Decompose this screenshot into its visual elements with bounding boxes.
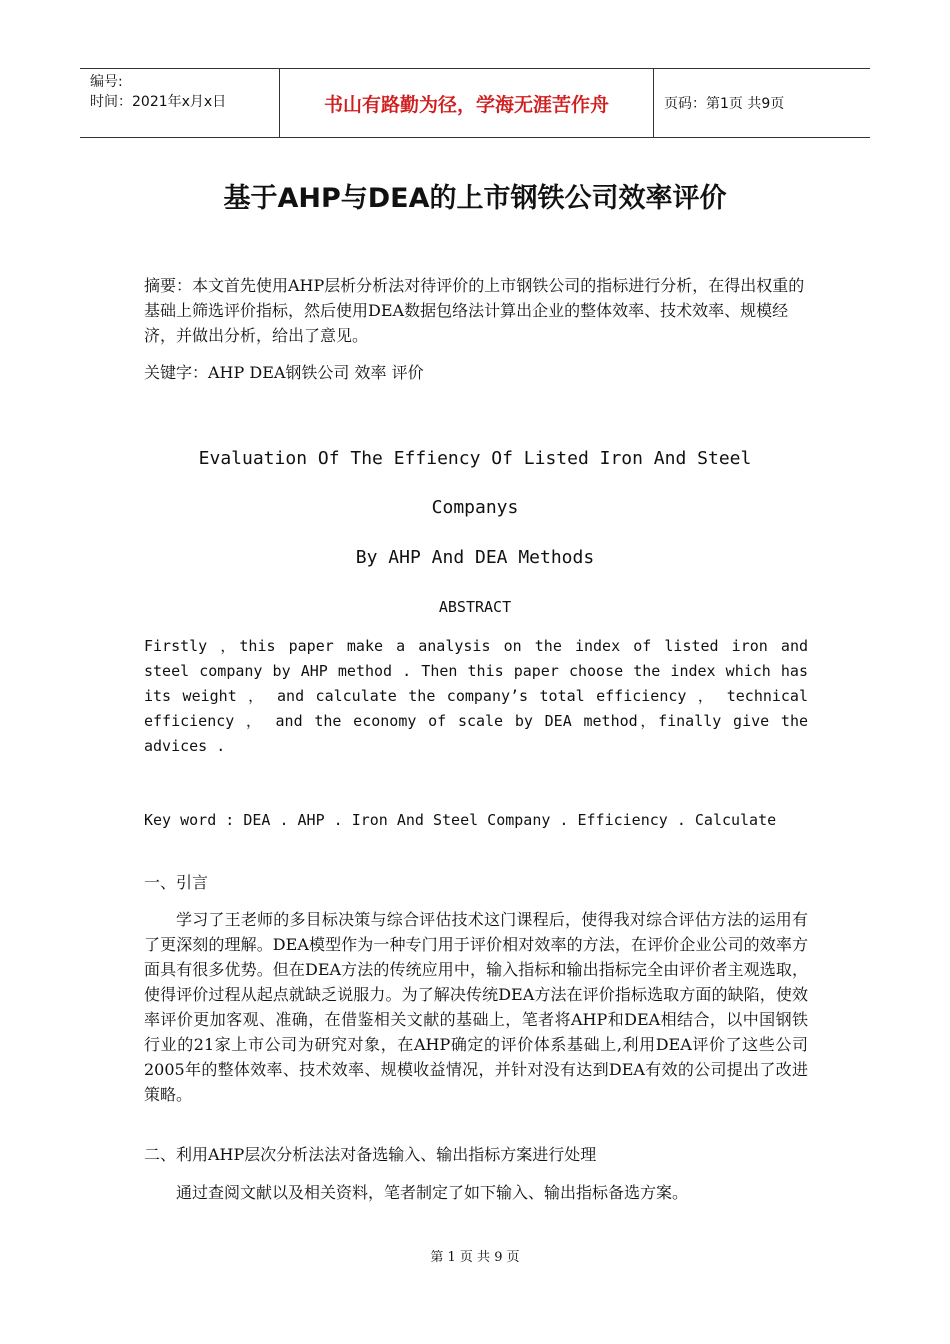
document-time: 时间：2021年x月x日: [90, 94, 227, 110]
section2-paragraph: 通过查阅文献以及相关资料，笔者制定了如下输入、输出指标备选方案。: [176, 1183, 689, 1202]
section2-heading: 二、利用AHP层次分析法法对备选输入、输出指标方案进行处理: [144, 1145, 597, 1164]
english-title-line1: Evaluation Of The Effiency Of Listed Iron And Steel: [198, 448, 752, 469]
header-meta: [80, 69, 280, 137]
keywords-cn: 关键字：AHP DEA钢铁公司 效率 评价: [144, 363, 424, 382]
english-title-line3: By AHP And DEA Methods: [355, 547, 595, 568]
document-title: 基于AHP与DEA的上市钢铁公司效率评价: [223, 183, 727, 214]
section1-paragraph: 学习了王老师的多目标决策与综合评估技术这门课程后，使得我对综合评估方法的运用有了更深刻的理解。DEA模型作为一种专门用于评价相对效率的方法，在评价企业公司的效率方面具有很多优势。但在DEA方法的传统应用中，输入指标和输出指标完全由评价者主观选取，使得评价过程从起点就缺乏说服力。为了解决传统DEA方法在评价指标选取方面的缺陷，使效率评价更加客观、准确，在借鉴相关文献的基础上，笔者将AHP和DEA相结合，以中国钢铁行业的21家上市公司为研究对象，在AHP确定的评价体系基础上,利用DEA评价了这些公司2005年的整体效率、技术效率、规模收益情况，并针对没有达到DEA有效的公司提出了改进策略。: [144, 910, 808, 1104]
section1-heading: 一、引言: [144, 873, 209, 892]
header-motto: 书山有路勤为径，学海无涯苦作舟: [280, 69, 654, 137]
page-header: [80, 68, 870, 138]
english-title-line2: Companys: [431, 497, 519, 518]
abstract-cn: 摘要：本文首先使用AHP层析分析法对待评价的上市钢铁公司的指标进行分析，在得出权重的基础上筛选评价指标，然后使用DEA数据包络法计算出企业的整体效率、技术效率、规模经济，并做出分析，给出了意见。: [144, 276, 805, 345]
document-number-label: 编号:: [90, 74, 123, 90]
keywords-en: Key word : DEA . AHP . Iron And Steel Company . Efficiency . Calculate: [144, 811, 777, 829]
header-page-info: 页码：第1页 共9页: [664, 96, 785, 112]
abstract-heading: ABSTRACT: [438, 598, 512, 616]
page-footer: 第 1 页 共 9 页: [430, 1250, 520, 1265]
abstract-en: Firstly ，this paper make a analysis on the index of listed iron and steel company by AHP method . Then this paper choose the index which has its weight ， and calculate the company’s total efficiency ， technical efficiency ， and the economy of scale by DEA method，finally give the advices .: [144, 637, 808, 755]
